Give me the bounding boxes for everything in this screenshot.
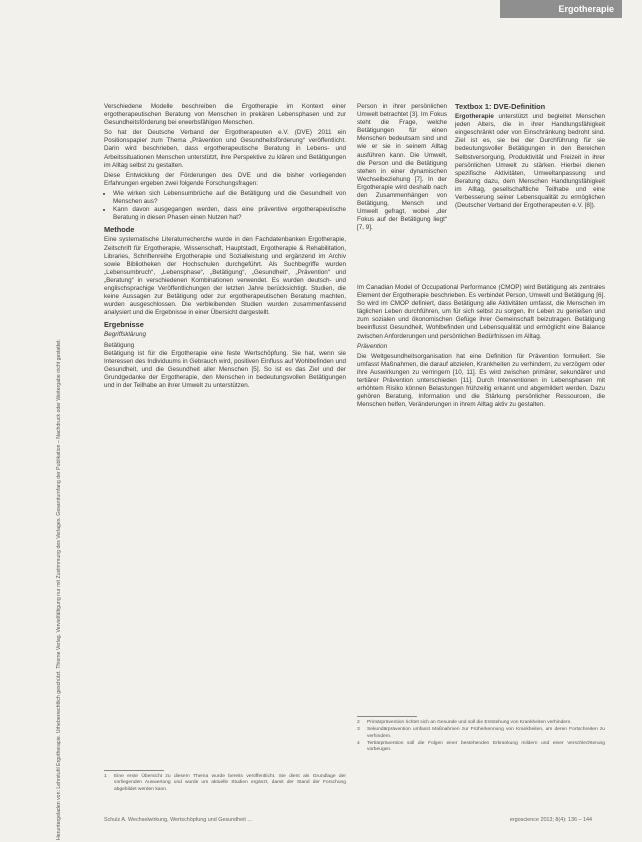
paragraph: Diese Entwicklung der Förderungen des DVE und die bisher vorliegenden Erfahrungen ergeben zwei folgende Forschungsfragen: bbox=[104, 171, 346, 187]
footer-citation: Schulz A. Wechselwirkung, Wertschöpfung und Gesundheit ... bbox=[104, 817, 252, 823]
middle-column bbox=[357, 103, 447, 235]
prevention-subheading: Prävention bbox=[357, 342, 388, 350]
definition-textbox bbox=[455, 103, 605, 212]
paragraph: Verschiedene Modelle beschreiben die Ergotherapie im Kontext einer ergotherapeutischen Beratung von Menschen in prekären Lebensphasen und zur Gesundheitsförderung bei erwerbsfähigen Menschen. bbox=[104, 103, 346, 127]
footnote-rule bbox=[104, 770, 164, 771]
methods-text: Eine systematische Literaturrecherche wurde in den Fachdatenbanken Ergotherapie, Zeitschrift für Ergotherapie, Wissenschaft, Hauptstadt, Ergotherapie & Rehabilitation, Libraries, Schriftenreihe Ergotherapie und Sozialleistung und ergänzend im Archiv sowie Bibliotheken der Hochschulen durchgeführt. Als Suchbegriffe wurden „Lebensumbruch“, „Lebensphase“, „Betätigung“, „Gesundheit“, „Prävention“ und „Beratung“ in verschiedenen Kombinationen verwendet. Es wurden deutsch- und englischsprachige Veröffentlichungen der letzten Jahre berücksichtigt. Studien, die keine Aussagen zur Betätigung oder zur ergotherapeutischen Beratung machten, wurden ausgeschlossen. Die verbleibenden Studien wurden zusammenfassend analysiert und die Ergebnisse in einer Übersicht dargestellt. bbox=[104, 236, 346, 317]
results-subsubheading: Betätigung bbox=[104, 341, 135, 349]
footnote: 3 Sekundärprävention umfasst Maßnahmen zur Früherkennung von Krankheiten, um deren Fortschreiten zu verhindern. bbox=[357, 727, 605, 739]
results-heading: Ergebnisse bbox=[104, 320, 144, 330]
paragraph: Im Canadian Model of Occupational Performance (CMOP) wird Betätigung als zentrales Element der Ergotherapie beschrieben. Es verbindet Person, Umwelt und Betätigung [6]. So wird im CMOP definiert, dass Betätigung alle Aktivitäten umfasst, die Menschen im täglichen Leben durchführen, um für sich selbst zu sorgen, ihr Leben zu genießen und zum sozialen und ökonomischen Gefüge ihrer Gemeinschaft beizutragen. Betätigung beeinflusst Gesundheit, Wohlbefinden und Lebensqualität und ermöglicht eine Balance zwischen Anforderungen und persönlichen Bedürfnissen im Alltag. bbox=[357, 284, 605, 340]
bullet-item: • Wie wirken sich Lebensumbrüche auf die Betätigung und die Gesundheit von Menschen aus? bbox=[113, 190, 346, 206]
footnote: 1 Eine erste Übersicht zu diesem Thema wurde bereits veröffentlicht. Sie dient als Grundlage der vorliegenden Auswertung und wurde um aktuelle Studien ergänzt, damit der Stand der Forschung abgebildet werden kann. bbox=[104, 774, 346, 792]
textbox-title: Textbox 1: DVE-Definition bbox=[455, 102, 546, 111]
right-column bbox=[357, 284, 605, 411]
paragraph: Die Weltgesundheitsorganisation hat eine Definition für Prävention formuliert. Sie umfasst Maßnahmen, die darauf abzielen, Krankheiten zu verhindern, zu verzögern oder ihre Auswirkungen zu verringern [10, 11]. Es wird zwischen primärer, sekundärer und tertiärer Prävention unterschieden [11]. Durch Interventionen in Lebensphasen mit erhöhtem Risiko können Belastungen frühzeitig erkannt und abgemildert werden. Dazu gehören Beratung, Information und die Stärkung persönlicher Ressourcen, die Menschen helfen, Veränderungen in ihrem Alltag aktiv zu gestalten. bbox=[357, 352, 605, 409]
left-column bbox=[104, 103, 346, 392]
textbox-text bbox=[455, 113, 605, 210]
side-legal-notice: Heruntergeladen von: Lehrstuhl Ergotherapie. Urheberrechtlich geschützt. Thieme Verlag. Vervielfältigung nur mit Zustimmung des Verlages. Gesamtumfang der Publikation – Nachdruck oder Weitergabe nicht gestattet. bbox=[56, 339, 62, 840]
section-tab: Ergotherapie bbox=[500, 0, 622, 18]
results-subheading: Begriffsklärung bbox=[104, 331, 146, 339]
footer-journal: ergoscience 2013; 8(4): 136 – 144 bbox=[509, 817, 592, 823]
bullet-list bbox=[104, 190, 346, 222]
methods-heading: Methode bbox=[104, 225, 135, 235]
right-footnotes bbox=[357, 720, 605, 754]
paragraph: So hat der Deutsche Verband der Ergotherapeuten e.V. (DVE) 2011 ein Positionspapier zum Thema „Prävention und Gesundheitsförderung“ veröffentlicht. Darin wird beschrieben, dass ergotherapeutische Beratung in Lebens- und Arbeitssituationen Menschen unterstützt, ihre Perspektive zu klären und Betätigungen im Alltag selbst zu gestalten. bbox=[104, 129, 346, 169]
footnote: 4 Tertiärprävention soll die Folgen einer bestehenden Erkrankung mildern und einer Verschlechterung vorbeugen. bbox=[357, 740, 605, 753]
middle-text: Person in ihrer persönlichen Umwelt betrachtet [3]. Im Fokus steht die Frage, welche Betätigungen für einen Menschen bedeutsam sind und wie er sie in seinem Alltag ausführen kann. Die Umwelt, die Person und die Betätigung stehen in einer dynamischen Wechselbeziehung [7]. In der Ergotherapie wird deshalb nach den Zusammenhängen von Betätigung, Mensch und Umwelt gefragt, wobei „der Fokus auf der Betätigung liegt“ [7, 9]. bbox=[357, 103, 447, 232]
left-footnotes bbox=[104, 774, 346, 794]
textbox-body: unterstützt und begleitet Menschen jeden Alters, die in ihrer Handlungsfähigkeit eingeschränkt oder von Einschränkung bedroht sind. Ziel ist es, sie bei der Durchführung für sie bedeutungsvoller Betätigungen in den Bereichen Selbstversorgung, Produktivität und Freizeit in ihrer persönlichen Umwelt zu stärken. Hierbei dienen spezifische Aktivitäten, Umweltanpassung und Beratung dazu, dem Menschen Handlungsfähigkeit im Alltag, gesellschaftliche Teilhabe und eine Verbesserung seiner Lebensqualität zu ermöglichen (Deutscher Verband der Ergotherapeuten e.V. [8]). bbox=[455, 113, 606, 210]
footnote: 2 Primärprävention richtet sich an Gesunde und soll die Entstehung von Krankheiten verhindern. bbox=[357, 720, 572, 725]
bullet-item: • Kann davon ausgegangen werden, dass eine präventive ergotherapeutische Beratung in diesen Phasen einen Nutzen hat? bbox=[113, 206, 346, 222]
textbox-lead: Ergotherapie bbox=[455, 113, 494, 121]
footnote-rule bbox=[357, 716, 417, 717]
results-text: Betätigung ist für die Ergotherapie eine feste Wertschöpfung. Sie hat, wenn sie Interessen des Individuums in Gebrauch wird, positiven Einfluss auf Wohlbefinden und Gesundheit, und die Gesundheit aller Menschen [5]. So ist es das Ziel und der Grundgedanke der Ergotherapie, den Menschen in bedeutungsvollen Betätigungen und in der Teilhabe an ihrer Umwelt zu unterstützen. bbox=[104, 349, 346, 389]
